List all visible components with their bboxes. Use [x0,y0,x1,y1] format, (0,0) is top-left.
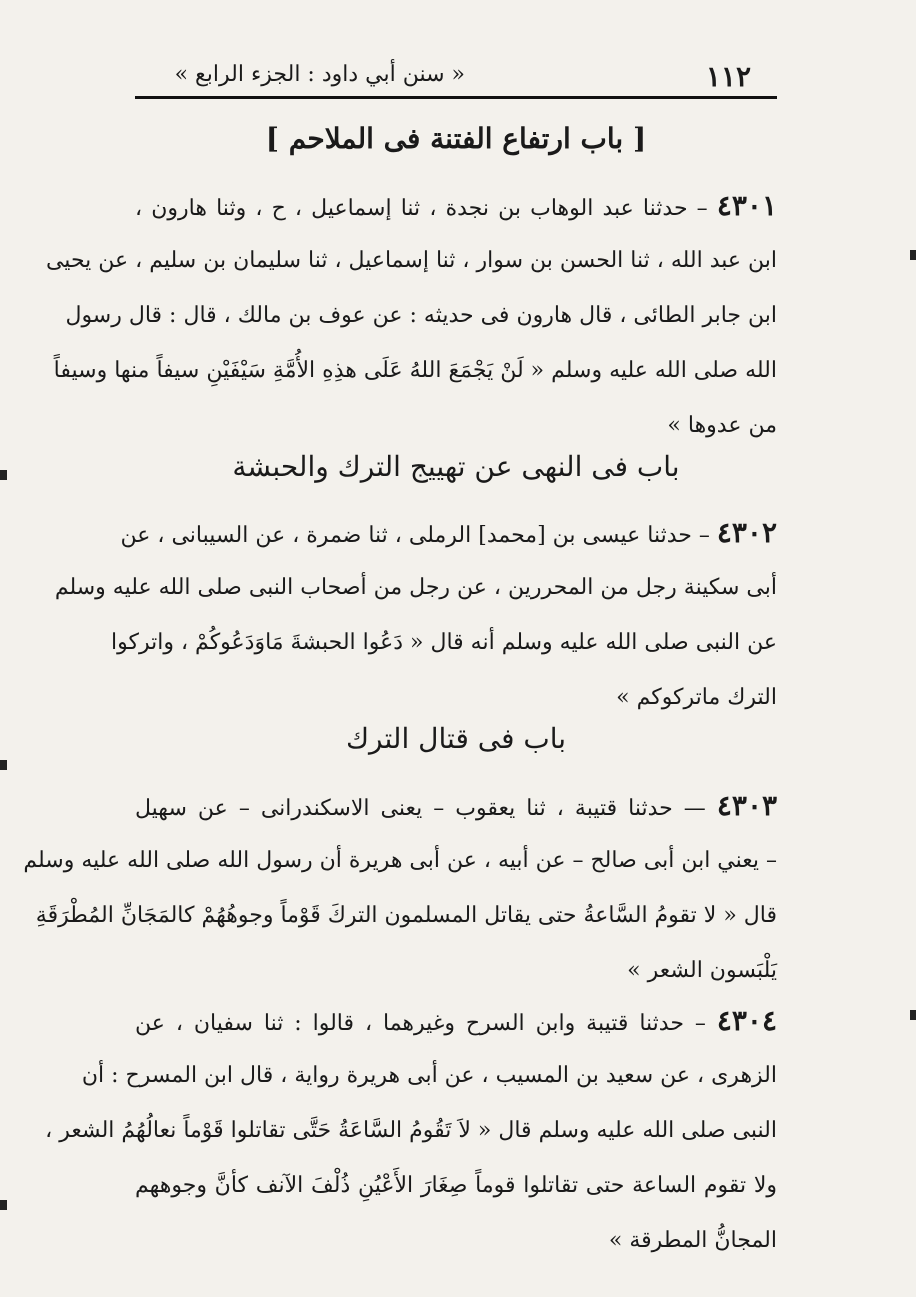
margin-mark [910,1010,916,1020]
header-rule [135,96,777,99]
page-header [135,52,751,98]
hadith-line: الله صلى الله عليه وسلم « لَنْ يَجْمَعَ اللهُ عَلَى هذِهِ الأُمَّةِ سَيْفَيْنِ سيفاً منها وسيفاً [53,358,777,383]
hadith-4302 [54,505,777,725]
chapter-heading-2: باب فى النهى عن تهييج الترك والحبشة [232,450,680,483]
hadith-4304 [45,993,777,1268]
hadith-line: الزهرى ، عن سعيد بن المسيب ، عن أبى هريرة رواية ، قال ابن المسرح : أن [81,1063,777,1088]
hadith-line: أبى سكينة رجل من المحررين ، عن رجل من أصحاب النبى صلى الله عليه وسلم [54,575,777,600]
hadith-line: – حدثنا عبد الوهاب بن نجدة ، ثنا إسماعيل ، ح ، وثنا هارون ، [135,196,708,221]
hadith-line: ابن جابر الطائى ، قال هارون فى حديثه : عن عوف بن مالك ، قال : قال رسول [65,303,777,328]
hadith-line: عن النبى صلى الله عليه وسلم أنه قال « دَعُوا الحبشةَ مَاوَدَعُوكُمْ ، واتركوا [111,630,777,655]
hadith-line: – حدثنا قتيبة وابن السرح وغيرهما ، قالوا : ثنا سفيان ، عن [135,1011,706,1036]
hadith-line: النبى صلى الله عليه وسلم قال « لاَ تَقُومُ السَّاعَةُ حَتَّى تقاتلوا قَوْماً نعالُهُمُ الشعر ، [45,1118,777,1143]
hadith-line: من عدوها » [667,413,777,438]
hadith-4303 [23,778,778,998]
hadith-line: الترك ماتركوكم » [616,685,777,710]
margin-mark [910,250,916,260]
hadith-line: يَلْبَسون الشعر » [627,958,777,983]
margin-mark [0,1200,7,1210]
hadith-line: ابن عبد الله ، ثنا الحسن بن سوار ، ثنا إسماعيل ، ثنا سليمان بن سليم ، عن يحيى [45,248,777,273]
hadith-number: ٤٣٠٣ [716,789,778,822]
margin-mark [0,470,7,480]
chapter-heading-3: باب فى قتال الترك [345,722,567,755]
hadith-number: ٤٣٠٤ [716,1004,777,1037]
hadith-line: – يعني ابن أبى صالح – عن أبيه ، عن أبى هريرة أن رسول الله صلى الله عليه وسلم [23,848,777,873]
hadith-line: — حدثنا قتيبة ، ثنا يعقوب – يعنى الاسكندرانى – عن سهيل [135,796,706,821]
hadith-line: قال « لا تقومُ السَّاعةُ حتى يقاتل المسلمون التركَ قَوْماً وجوهُهُمْ كالمَجَانِّ المُطْرَقَةِ [35,903,777,928]
hadith-number: ٤٣٠١ [716,189,777,222]
running-title: « سنن أبي داود : الجزء الرابع » [174,62,465,87]
margin-mark [0,760,7,770]
page-number: ١١٢ [705,60,751,93]
chapter-heading-1: [ باب ارتفاع الفتنة فى الملاحم ] [265,122,647,155]
hadith-line: ولا تقوم الساعة حتى تقاتلوا قوماً صِغَارَ الأَعْيُنِ ذُلْفَ الآنف كأنَّ وجوههم [135,1173,777,1198]
hadith-4301 [45,178,777,453]
hadith-number: ٤٣٠٢ [716,516,777,549]
hadith-line: المجانُّ المطرقة » [608,1228,777,1253]
hadith-line: – حدثنا عيسى بن [محمد] الرملى ، ثنا ضمرة ، عن السيبانى ، عن [120,523,710,548]
